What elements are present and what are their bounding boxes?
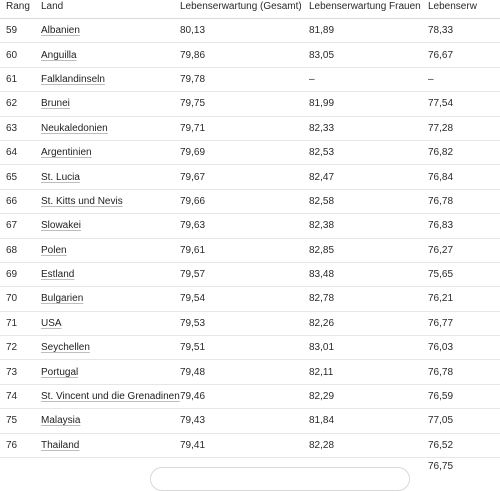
table-row bbox=[0, 43, 500, 67]
cell-rank: 72 bbox=[0, 336, 35, 360]
country-link[interactable]: Polen bbox=[41, 244, 67, 256]
country-link[interactable]: Albanien bbox=[41, 25, 80, 37]
cell-rank: 69 bbox=[0, 262, 35, 286]
country-link[interactable]: St. Kitts und Nevis bbox=[41, 195, 123, 207]
cell-total: 79,69 bbox=[174, 140, 303, 164]
cell-men: 78,33 bbox=[422, 19, 500, 43]
cell-women: 82,85 bbox=[303, 238, 422, 262]
table-row bbox=[0, 311, 500, 335]
cell-rank: 60 bbox=[0, 43, 35, 67]
cell-women: 82,58 bbox=[303, 189, 422, 213]
header-row bbox=[0, 0, 500, 19]
cell-women: 81,99 bbox=[303, 92, 422, 116]
cell-women: 83,01 bbox=[303, 336, 422, 360]
country-link[interactable]: Portugal bbox=[41, 366, 79, 378]
cell-men: 76,21 bbox=[422, 287, 500, 311]
cell-men: 76,03 bbox=[422, 336, 500, 360]
cell-country bbox=[35, 287, 174, 311]
table-row bbox=[0, 287, 500, 311]
cell-rank: 68 bbox=[0, 238, 35, 262]
cell-total: 79,78 bbox=[174, 67, 303, 91]
cell-country bbox=[35, 189, 174, 213]
cell-rank: 63 bbox=[0, 116, 35, 140]
cell-country bbox=[35, 67, 174, 91]
cell-rank: 67 bbox=[0, 214, 35, 238]
table-row bbox=[0, 116, 500, 140]
cell-rank: 75 bbox=[0, 409, 35, 433]
cell-men: 76,78 bbox=[422, 189, 500, 213]
country-link[interactable]: Bulgarien bbox=[41, 293, 84, 305]
floating-scroll-pill[interactable] bbox=[150, 467, 410, 491]
cell-women: – bbox=[303, 67, 422, 91]
cell-rank: 61 bbox=[0, 67, 35, 91]
cell-total: 79,63 bbox=[174, 214, 303, 238]
table-row bbox=[0, 214, 500, 238]
cell-total: 79,53 bbox=[174, 311, 303, 335]
country-link[interactable]: Neukaledonien bbox=[41, 122, 108, 134]
cell-total: 79,51 bbox=[174, 336, 303, 360]
cell-country bbox=[35, 311, 174, 335]
table-row bbox=[0, 140, 500, 164]
cell-country bbox=[35, 19, 174, 43]
cell-women: 82,29 bbox=[303, 384, 422, 408]
table-body bbox=[0, 19, 500, 473]
cell-women: 82,11 bbox=[303, 360, 422, 384]
cell-women: 81,89 bbox=[303, 19, 422, 43]
cell-men: 76,78 bbox=[422, 360, 500, 384]
cell-country bbox=[35, 92, 174, 116]
cell-country bbox=[35, 116, 174, 140]
cell-women: 81,84 bbox=[303, 409, 422, 433]
cell-women: 83,48 bbox=[303, 262, 422, 286]
cell-country bbox=[35, 43, 174, 67]
header-women[interactable]: Lebenserwartung Frauen bbox=[303, 0, 422, 19]
cell-country bbox=[35, 140, 174, 164]
header-rank[interactable]: Rang bbox=[0, 0, 35, 19]
cell-total: 79,46 bbox=[174, 384, 303, 408]
table-row bbox=[0, 433, 500, 457]
cell-men: 76,52 bbox=[422, 433, 500, 457]
cell-men: 77,28 bbox=[422, 116, 500, 140]
cell-women: 82,38 bbox=[303, 214, 422, 238]
cell-rank bbox=[0, 458, 35, 473]
cell-rank: 74 bbox=[0, 384, 35, 408]
cell-country bbox=[35, 336, 174, 360]
country-link[interactable]: Anguilla bbox=[41, 49, 77, 61]
cell-total: 79,67 bbox=[174, 165, 303, 189]
cell-rank: 65 bbox=[0, 165, 35, 189]
country-link[interactable]: Brunei bbox=[41, 98, 70, 110]
cell-men: 76,84 bbox=[422, 165, 500, 189]
cell-total: 79,57 bbox=[174, 262, 303, 286]
cell-men: 76,67 bbox=[422, 43, 500, 67]
cell-country bbox=[35, 165, 174, 189]
cell-men: 77,05 bbox=[422, 409, 500, 433]
cell-country bbox=[35, 433, 174, 457]
country-link[interactable]: Seychellen bbox=[41, 342, 90, 354]
cell-rank: 70 bbox=[0, 287, 35, 311]
cell-women: 82,47 bbox=[303, 165, 422, 189]
table-row bbox=[0, 238, 500, 262]
cell-men: 76,82 bbox=[422, 140, 500, 164]
cell-country bbox=[35, 384, 180, 408]
cell-total: 79,54 bbox=[174, 287, 303, 311]
cell-country bbox=[35, 214, 174, 238]
cell-men: 75,65 bbox=[422, 262, 500, 286]
cell-total: 79,43 bbox=[174, 409, 303, 433]
cell-rank: 66 bbox=[0, 189, 35, 213]
country-link[interactable]: Thailand bbox=[41, 439, 80, 451]
cell-country bbox=[35, 238, 174, 262]
country-link[interactable]: Falklandinseln bbox=[41, 73, 105, 85]
cell-men: 76,77 bbox=[422, 311, 500, 335]
cell-total: 79,61 bbox=[174, 238, 303, 262]
cell-total: 79,86 bbox=[174, 43, 303, 67]
cell-women: 82,28 bbox=[303, 433, 422, 457]
country-link[interactable]: St. Vincent und die Grenadinen bbox=[41, 391, 180, 403]
header-total[interactable]: Lebenserwartung (Gesamt) bbox=[174, 0, 303, 19]
table-row bbox=[0, 384, 500, 408]
table-row bbox=[0, 67, 500, 91]
cell-total: 79,75 bbox=[174, 92, 303, 116]
cell-women: 82,78 bbox=[303, 287, 422, 311]
cell-total: 79,66 bbox=[174, 189, 303, 213]
table-row bbox=[0, 189, 500, 213]
cell-rank: 62 bbox=[0, 92, 35, 116]
cell-total: 79,41 bbox=[174, 433, 303, 457]
cell-women: 82,26 bbox=[303, 311, 422, 335]
table-header bbox=[0, 0, 500, 19]
country-link[interactable]: Malaysia bbox=[41, 415, 81, 427]
country-link[interactable]: St. Lucia bbox=[41, 171, 80, 183]
table-row bbox=[0, 336, 500, 360]
cell-men: 76,59 bbox=[422, 384, 500, 408]
cell-rank: 59 bbox=[0, 19, 35, 43]
cell-rank: 73 bbox=[0, 360, 35, 384]
cell-women: 82,53 bbox=[303, 140, 422, 164]
table-row bbox=[0, 92, 500, 116]
cell-women: 82,33 bbox=[303, 116, 422, 140]
header-country[interactable]: Land bbox=[35, 0, 174, 19]
cell-men: 77,54 bbox=[422, 92, 500, 116]
cell-men: – bbox=[422, 67, 500, 91]
cell-men: 76,83 bbox=[422, 214, 500, 238]
table-row bbox=[0, 409, 500, 433]
cell-men: 76,75 bbox=[428, 461, 454, 473]
country-link[interactable]: Estland bbox=[41, 269, 75, 281]
cell-country bbox=[35, 262, 174, 286]
cell-total: 80,13 bbox=[174, 19, 303, 43]
table-row bbox=[0, 360, 500, 384]
table-row bbox=[0, 165, 500, 189]
header-men[interactable]: Lebenserw bbox=[422, 0, 500, 19]
country-link[interactable]: Argentinien bbox=[41, 147, 92, 159]
cell-men: 76,27 bbox=[422, 238, 500, 262]
cell-country bbox=[35, 409, 174, 433]
cell-rank: 71 bbox=[0, 311, 35, 335]
table-row bbox=[0, 19, 500, 43]
cell-total: 79,48 bbox=[174, 360, 303, 384]
cell-rank: 76 bbox=[0, 433, 35, 457]
table-row bbox=[0, 262, 500, 286]
cell-total: 79,71 bbox=[174, 116, 303, 140]
cell-country bbox=[35, 360, 174, 384]
cell-women: 83,05 bbox=[303, 43, 422, 67]
country-link[interactable]: Slowakei bbox=[41, 220, 82, 232]
cell-rank: 64 bbox=[0, 140, 35, 164]
country-link[interactable]: USA bbox=[41, 317, 62, 329]
